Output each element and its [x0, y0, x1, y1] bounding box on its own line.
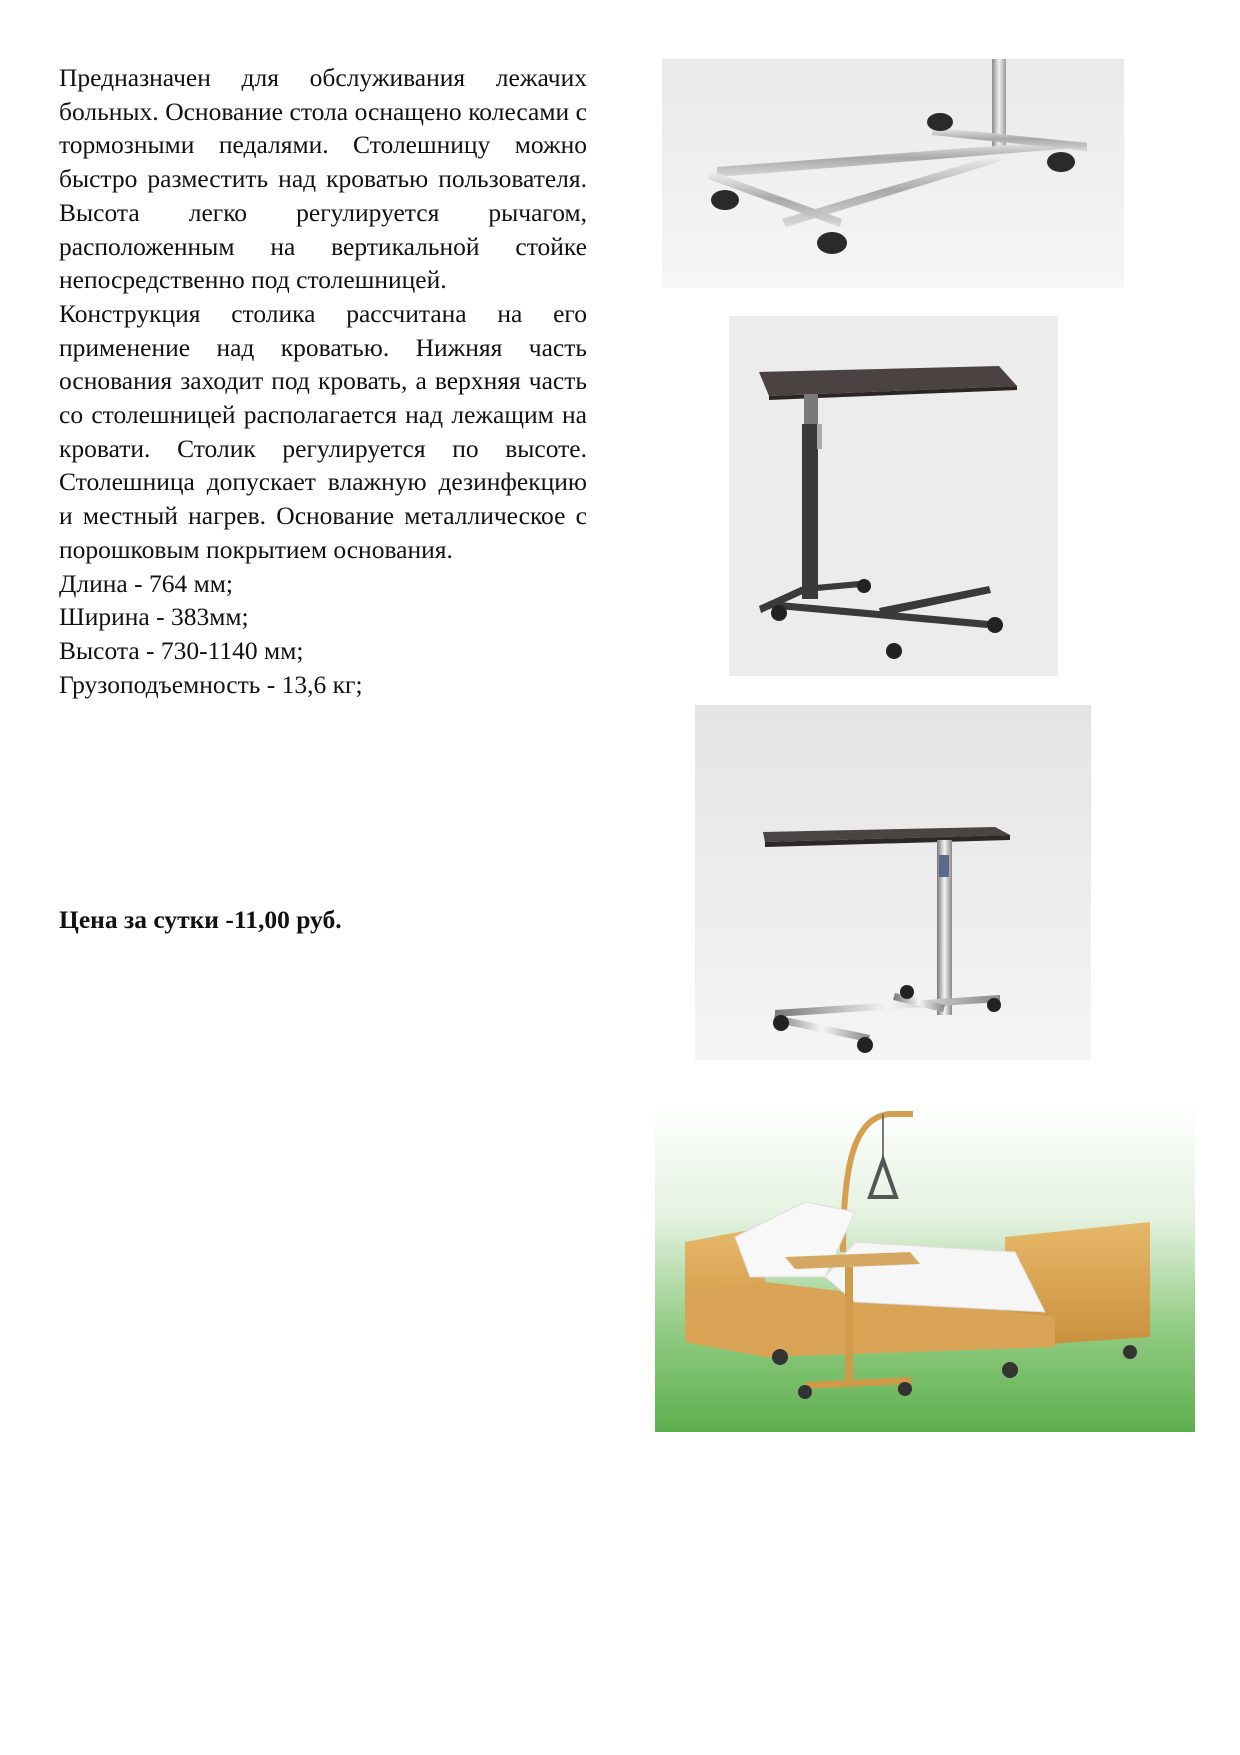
product-description [59, 61, 587, 701]
spec-height: Высота - 730-1140 мм; [59, 635, 304, 665]
description-paragraph-2: Конструкция столика рассчитана на его применение над кроватью. Нижняя часть основания заходит под кровать, а верхняя часть со столешницей располагается над лежащим на кровати. Столик регулируется по высоте. Столешница допускает влажную дезинфекцию и местный нагрев. Основание металлическое с порошковым покрытием основания. [59, 298, 587, 564]
price-text: Цена за сутки -11,00 руб. [59, 905, 342, 934]
spec-width: Ширина - 383мм; [59, 602, 249, 632]
bed-with-table-photo [655, 1102, 1195, 1432]
spec-capacity: Грузоподъемность - 13,6 кг; [59, 669, 363, 699]
description-paragraph-1: Предназначен для обслуживания лежачих больных. Основание стола оснащено колесами с тормозными педалями. Столешницу можно быстро разместить над кроватью пользователя. Высота легко регулируется рычагом, расположенным на вертикальной стойке непосредственно под столешницей. [59, 63, 587, 295]
table-base-photo [662, 59, 1124, 288]
spec-length: Длина - 764 мм; [59, 568, 233, 598]
table-chrome-photo [695, 705, 1091, 1060]
table-dark-photo [729, 316, 1058, 676]
